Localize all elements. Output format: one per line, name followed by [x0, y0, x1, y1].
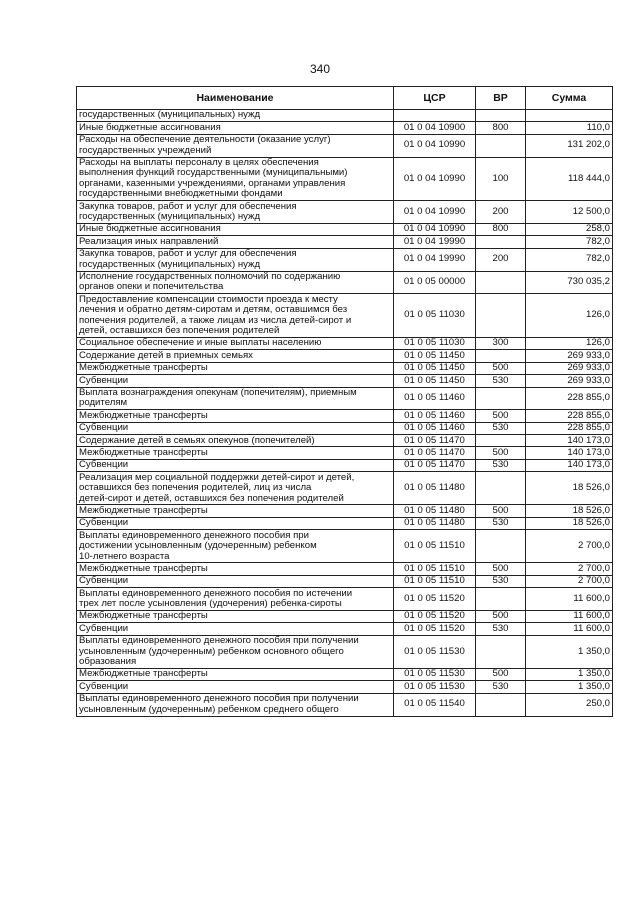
budget-table	[76, 86, 613, 717]
row-vr-cell: 530	[476, 375, 526, 387]
row-vr-cell: 500	[476, 610, 526, 622]
row-sum-cell: 18 526,0	[526, 505, 613, 517]
row-csr-cell: 01 0 04 19990	[394, 248, 476, 271]
table-row	[77, 375, 613, 387]
table-row	[77, 422, 613, 434]
table-body	[77, 110, 613, 717]
row-vr-cell: 500	[476, 563, 526, 575]
row-vr-cell: 100	[476, 157, 526, 201]
table-row	[77, 588, 613, 611]
table-header-row	[77, 87, 613, 110]
table-row	[77, 435, 613, 447]
table-row	[77, 122, 613, 134]
row-sum-cell: 140 173,0	[526, 459, 613, 471]
table-row	[77, 387, 613, 410]
row-sum-cell: 730 035,2	[526, 271, 613, 294]
row-sum-cell: 11 600,0	[526, 588, 613, 611]
row-vr-cell: 800	[476, 122, 526, 134]
row-csr-cell: 01 0 05 11510	[394, 563, 476, 575]
header-csr: ЦСР	[394, 87, 476, 110]
table-row	[77, 157, 613, 201]
row-name-cell: Субвенции	[77, 422, 394, 434]
row-sum-cell: 228 855,0	[526, 410, 613, 422]
row-sum-cell: 269 933,0	[526, 375, 613, 387]
row-csr-cell: 01 0 04 10990	[394, 201, 476, 224]
table-row	[77, 575, 613, 587]
row-csr-cell: 01 0 05 11480	[394, 505, 476, 517]
row-csr-cell: 01 0 05 11030	[394, 337, 476, 349]
row-name-cell: Выплаты единовременного денежного пособия по истечении трех лет после усыновления (удочерения) ребенка-сироты	[77, 588, 394, 611]
row-vr-cell: 500	[476, 668, 526, 680]
row-vr-cell	[476, 635, 526, 668]
row-vr-cell: 530	[476, 623, 526, 635]
row-name-cell: Межбюджетные трансферты	[77, 610, 394, 622]
row-vr-cell: 800	[476, 223, 526, 235]
row-sum-cell: 126,0	[526, 337, 613, 349]
row-vr-cell	[476, 693, 526, 716]
table-row	[77, 505, 613, 517]
row-vr-cell: 530	[476, 681, 526, 693]
table-row	[77, 693, 613, 716]
row-sum-cell: 1 350,0	[526, 635, 613, 668]
row-vr-cell	[476, 530, 526, 563]
row-vr-cell: 530	[476, 517, 526, 529]
row-name-cell: Межбюджетные трансферты	[77, 505, 394, 517]
row-sum-cell: 126,0	[526, 294, 613, 338]
table-row	[77, 271, 613, 294]
row-csr-cell: 01 0 05 11470	[394, 447, 476, 459]
table-row	[77, 201, 613, 224]
row-csr-cell: 01 0 05 11030	[394, 294, 476, 338]
row-name-cell: Расходы на выплаты персоналу в целях обеспечения выполнения функций государственными (муниципальными) органами, казенными учреждениями, органами управления государственными внебюджетными фондами	[77, 157, 394, 201]
row-vr-cell	[476, 435, 526, 447]
row-vr-cell: 500	[476, 410, 526, 422]
row-sum-cell: 11 600,0	[526, 623, 613, 635]
row-name-cell: Субвенции	[77, 575, 394, 587]
row-name-cell: Субвенции	[77, 459, 394, 471]
row-vr-cell	[476, 387, 526, 410]
row-name-cell: Содержание детей в приемных семьях	[77, 350, 394, 362]
table-row	[77, 350, 613, 362]
table-row	[77, 610, 613, 622]
row-sum-cell: 11 600,0	[526, 610, 613, 622]
row-csr-cell: 01 0 05 11530	[394, 668, 476, 680]
row-vr-cell: 530	[476, 422, 526, 434]
row-sum-cell: 782,0	[526, 248, 613, 271]
row-csr-cell: 01 0 05 11450	[394, 375, 476, 387]
row-csr-cell: 01 0 04 19990	[394, 236, 476, 248]
row-sum-cell: 18 526,0	[526, 517, 613, 529]
table-row	[77, 563, 613, 575]
row-vr-cell	[476, 134, 526, 157]
table-row	[77, 517, 613, 529]
row-vr-cell: 500	[476, 447, 526, 459]
row-sum-cell: 140 173,0	[526, 447, 613, 459]
row-sum-cell: 1 350,0	[526, 681, 613, 693]
row-csr-cell: 01 0 05 11470	[394, 459, 476, 471]
row-csr-cell: 01 0 05 11520	[394, 623, 476, 635]
row-csr-cell	[394, 110, 476, 122]
row-csr-cell: 01 0 05 11530	[394, 635, 476, 668]
row-csr-cell: 01 0 05 11520	[394, 588, 476, 611]
row-sum-cell: 2 700,0	[526, 530, 613, 563]
row-name-cell: Реализация мер социальной поддержки детей-сирот и детей, оставшихся без попечения родителей, лиц из числа детей-сирот и детей, оставшихся без попечения родителей	[77, 472, 394, 505]
table-row	[77, 472, 613, 505]
row-name-cell: Предоставление компенсации стоимости проезда к месту лечения и обратно детям-сиротам и детям, оставшимся без попечения родителей, а также лицам из числа детей-сирот и детей, оставшихся без попечения родителей	[77, 294, 394, 338]
table-row	[77, 362, 613, 374]
row-vr-cell	[476, 294, 526, 338]
row-name-cell: Закупка товаров, работ и услуг для обеспечения государственных (муниципальных) нужд	[77, 201, 394, 224]
header-name: Наименование	[77, 87, 394, 110]
row-csr-cell: 01 0 05 11540	[394, 693, 476, 716]
row-csr-cell: 01 0 05 11510	[394, 575, 476, 587]
table-row	[77, 668, 613, 680]
row-name-cell: Выплаты единовременного денежного пособия при достижении усыновленным (удочеренным) ребенком 10-летнего возраста	[77, 530, 394, 563]
row-csr-cell: 01 0 05 11460	[394, 387, 476, 410]
row-name-cell: Субвенции	[77, 623, 394, 635]
row-name-cell: Иные бюджетные ассигнования	[77, 122, 394, 134]
row-name-cell: Исполнение государственных полномочий по содержанию органов опеки и попечительства	[77, 271, 394, 294]
row-name-cell: Расходы на обеспечение деятельности (оказание услуг) государственных учреждений	[77, 134, 394, 157]
row-name-cell: Субвенции	[77, 517, 394, 529]
row-sum-cell: 1 350,0	[526, 668, 613, 680]
row-name-cell: государственных (муниципальных) нужд	[77, 110, 394, 122]
row-csr-cell: 01 0 05 11480	[394, 472, 476, 505]
row-csr-cell: 01 0 04 10990	[394, 157, 476, 201]
row-sum-cell: 250,0	[526, 693, 613, 716]
row-vr-cell	[476, 236, 526, 248]
row-name-cell: Межбюджетные трансферты	[77, 563, 394, 575]
row-csr-cell: 01 0 04 10900	[394, 122, 476, 134]
row-name-cell: Выплаты единовременного денежного пособия при получении усыновленным (удочеренным) ребенком основного общего образования	[77, 635, 394, 668]
row-vr-cell: 200	[476, 201, 526, 224]
row-name-cell: Субвенции	[77, 681, 394, 693]
row-sum-cell: 131 202,0	[526, 134, 613, 157]
row-csr-cell: 01 0 05 11470	[394, 435, 476, 447]
table-row	[77, 294, 613, 338]
table-row	[77, 530, 613, 563]
row-name-cell: Межбюджетные трансферты	[77, 668, 394, 680]
table-row	[77, 223, 613, 235]
row-vr-cell: 200	[476, 248, 526, 271]
row-name-cell: Межбюджетные трансферты	[77, 447, 394, 459]
row-sum-cell	[526, 110, 613, 122]
row-csr-cell: 01 0 05 11460	[394, 410, 476, 422]
row-csr-cell: 01 0 05 11480	[394, 517, 476, 529]
row-vr-cell: 530	[476, 459, 526, 471]
row-csr-cell: 01 0 05 11520	[394, 610, 476, 622]
row-sum-cell: 2 700,0	[526, 575, 613, 587]
row-name-cell: Субвенции	[77, 375, 394, 387]
table-row	[77, 447, 613, 459]
row-csr-cell: 01 0 04 10990	[394, 134, 476, 157]
row-csr-cell: 01 0 05 11450	[394, 362, 476, 374]
table-row	[77, 623, 613, 635]
row-sum-cell: 228 855,0	[526, 387, 613, 410]
row-name-cell: Социальное обеспечение и иные выплаты населению	[77, 337, 394, 349]
table-row	[77, 459, 613, 471]
row-name-cell: Выплаты единовременного денежного пособия при получении усыновленным (удочеренным) ребенком среднего общего	[77, 693, 394, 716]
table-row	[77, 337, 613, 349]
table-row	[77, 134, 613, 157]
table-row	[77, 248, 613, 271]
row-vr-cell: 500	[476, 362, 526, 374]
row-name-cell: Межбюджетные трансферты	[77, 410, 394, 422]
row-csr-cell: 01 0 05 11450	[394, 350, 476, 362]
row-csr-cell: 01 0 05 11460	[394, 422, 476, 434]
table-row	[77, 681, 613, 693]
row-sum-cell: 12 500,0	[526, 201, 613, 224]
row-sum-cell: 2 700,0	[526, 563, 613, 575]
table-row	[77, 236, 613, 248]
table-row	[77, 110, 613, 122]
row-sum-cell: 258,0	[526, 223, 613, 235]
header-sum: Сумма	[526, 87, 613, 110]
row-sum-cell: 140 173,0	[526, 435, 613, 447]
row-sum-cell: 269 933,0	[526, 362, 613, 374]
row-sum-cell: 782,0	[526, 236, 613, 248]
page-number: 340	[309, 62, 331, 76]
row-vr-cell	[476, 350, 526, 362]
row-sum-cell: 228 855,0	[526, 422, 613, 434]
row-vr-cell	[476, 472, 526, 505]
row-csr-cell: 01 0 05 11530	[394, 681, 476, 693]
row-name-cell: Реализация иных направлений	[77, 236, 394, 248]
row-vr-cell	[476, 271, 526, 294]
row-vr-cell: 300	[476, 337, 526, 349]
row-name-cell: Содержание детей в семьях опекунов (попечителей)	[77, 435, 394, 447]
table-row	[77, 410, 613, 422]
row-sum-cell: 269 933,0	[526, 350, 613, 362]
row-name-cell: Выплата вознаграждения опекунам (попечителям), приемным родителям	[77, 387, 394, 410]
row-csr-cell: 01 0 05 00000	[394, 271, 476, 294]
row-vr-cell: 530	[476, 575, 526, 587]
row-vr-cell	[476, 110, 526, 122]
row-csr-cell: 01 0 04 10990	[394, 223, 476, 235]
header-vr: ВР	[476, 87, 526, 110]
row-vr-cell	[476, 588, 526, 611]
row-sum-cell: 110,0	[526, 122, 613, 134]
table-row	[77, 635, 613, 668]
row-csr-cell: 01 0 05 11510	[394, 530, 476, 563]
row-name-cell: Иные бюджетные ассигнования	[77, 223, 394, 235]
row-name-cell: Закупка товаров, работ и услуг для обеспечения государственных (муниципальных) нужд	[77, 248, 394, 271]
row-vr-cell: 500	[476, 505, 526, 517]
row-sum-cell: 118 444,0	[526, 157, 613, 201]
row-name-cell: Межбюджетные трансферты	[77, 362, 394, 374]
row-sum-cell: 18 526,0	[526, 472, 613, 505]
